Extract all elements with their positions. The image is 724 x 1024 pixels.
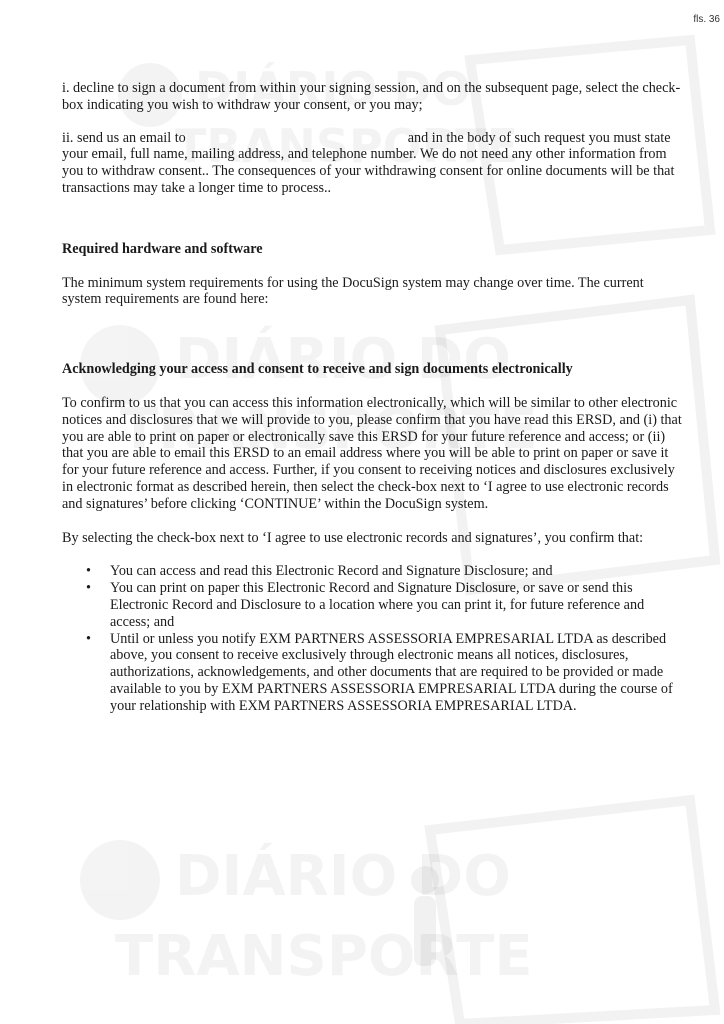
list-item-text: Until or unless you notify EXM PARTNERS ASSESSORIA EMPRESARIAL LTDA as described above, you consent to receive exclusively through electronic means all notices, disclosures, authorizations, acknowledgements, and other documents that are required to be provided or made available to you by EXM PARTNERS ASSESSORIA EMPRESARIAL LTDA during the course of your relationship with EXM PARTNERS ASSESSORIA EMPRESARIAL LTDA. (110, 630, 673, 714)
svg-text:DIÁRIO DO (175, 844, 511, 909)
confirm-list (62, 563, 686, 714)
list-item (62, 563, 686, 580)
withdraw-option-ii (62, 130, 686, 197)
page-number: fls. 36 (693, 14, 720, 25)
withdraw-option-ii-start: ii. send us an email to (62, 129, 186, 146)
list-item-text: You can access and read this Electronic Record and Signature Disclosure; and (110, 563, 553, 580)
svg-text:TRANSPORTE (115, 924, 533, 989)
hardware-text: The minimum system requirements for using the DocuSign system may change over time. The current system requirements are found here: (62, 274, 644, 308)
bullet-marker: • (86, 580, 91, 597)
list-item (62, 580, 686, 630)
acknowledge-text: To confirm to us that you can access this information electronically, which will be similar to other electronic notices and disclosures that we will provide to you, please confirm that you have read this ERSD, and (i) that you are able to print on paper or electronically save this ERSD for your future reference and access; or (ii) that you are able to email this ERSD to an email address where you will be able to print on paper or save it for your future reference and access. Further, if you consent to receiving notices and disclosures exclusively in electronic format as described herein, then select the check-box next to ‘I agree to use electronic records and signatures’ before clicking ‘CONTINUE’ within the DocuSign system. (62, 394, 682, 512)
document-body (62, 80, 686, 715)
withdraw-option-ii-rest: and in the body of such request you must state your email, full name, mailing address, and telephone number. We do not need any other information from you to withdraw consent.. The consequences of your withdrawing consent for online documents will be that transactions may take a longer time to process.. (62, 129, 675, 196)
bullet-marker: • (86, 630, 91, 647)
list-item-text: You can print on paper this Electronic Record and Signature Disclosure, or save or send this Electronic Record and Disclosure to a location where you can print it, for future reference and access; and (110, 580, 645, 630)
withdraw-option-i: i. decline to sign a document from within your signing session, and on the subsequent page, select the check-box indicating you wish to withdraw your consent, or you may; (62, 80, 681, 113)
section-heading-hardware: Required hardware and software (62, 240, 263, 257)
bullet-marker: • (86, 563, 91, 580)
list-item (62, 631, 686, 715)
section-heading-acknowledge: Acknowledging your access and consent to receive and sign documents electronically (62, 361, 573, 378)
confirm-intro: By selecting the check-box next to ‘I agree to use electronic records and signatures’, you confirm that: (62, 529, 644, 546)
